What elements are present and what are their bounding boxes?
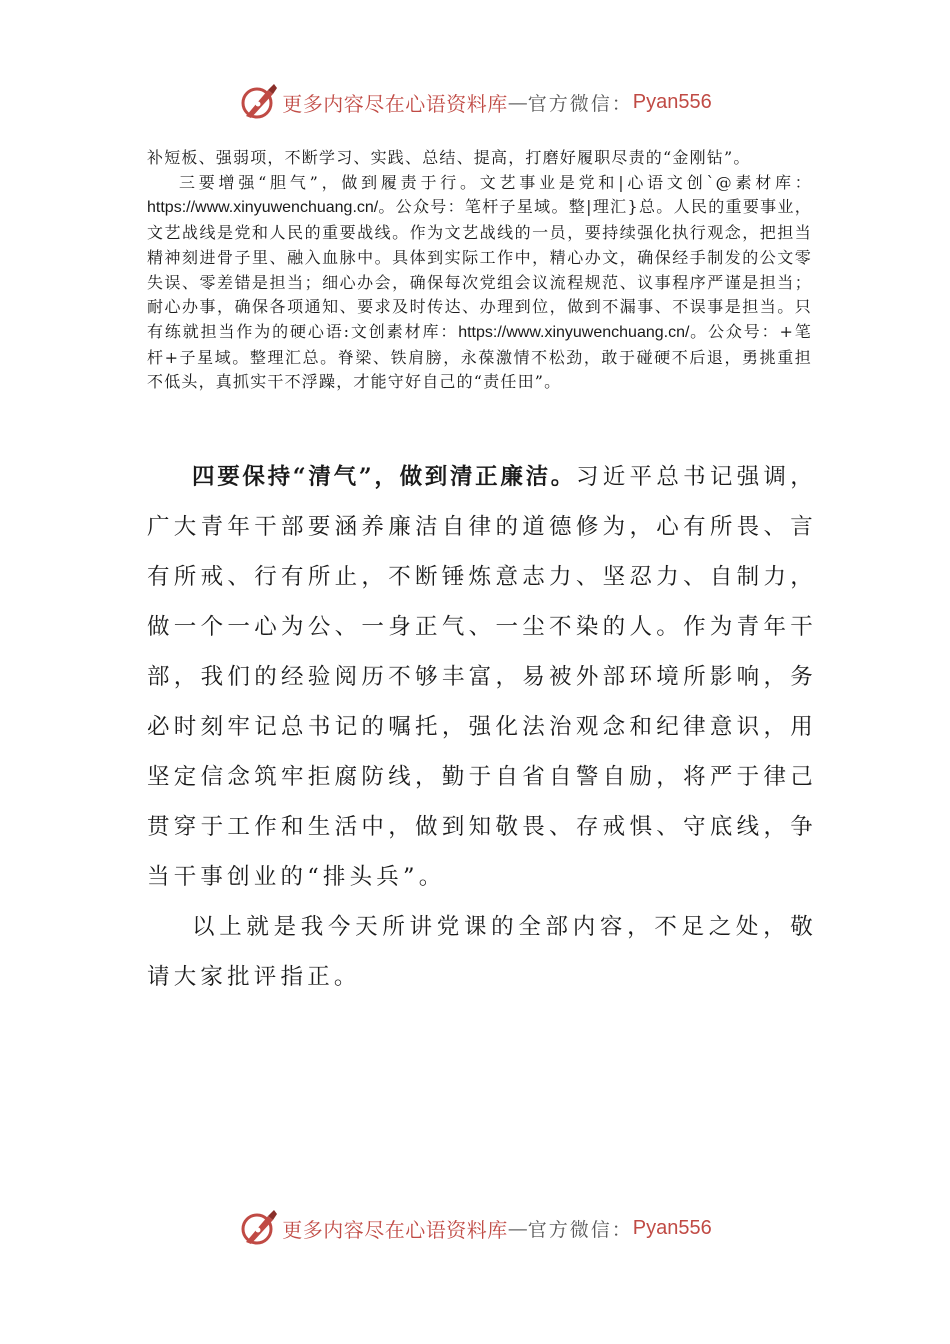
watermark-wechat-id: Pyan556: [632, 90, 712, 113]
watermark-main-text: 更多内容尽在心语资料库: [282, 91, 508, 116]
large-text-section: [147, 452, 817, 1002]
watermark-wechat-label: 官方微信：: [527, 92, 633, 115]
footer-watermark: [0, 1208, 950, 1248]
paragraph-integrity-body: 习近平总书记强调，广大青年干部要涵养廉洁自律的道德修为，心有所畏、言有所戒、行有所止，不断锤炼意志力、坚忍力、自制力，做一个一心为公、一身正气、一尘不染的人。作为青年干部，我们的经验阅历不够丰富，易被外部环境所影响，务必时刻牢记总书记的嘱托，强化法治观念和纪律意识，用坚定信念筑牢拒腐防线，勤于自省自警自励，将严于律己贯穿于工作和生活中，做到知敬畏、存戒惧、守底线，争当干事创业的“排头兵”。: [147, 464, 817, 890]
paragraph-integrity: [147, 452, 817, 902]
watermark-separator: —: [507, 90, 528, 114]
paragraph-courage-part-a: 三要增强“胆气”，做到履责于行。文艺事业是党和|心语文创`@素材库：: [179, 172, 812, 192]
paragraph-courage: [147, 171, 812, 395]
watermark-wechat-id: Pyan556: [632, 1216, 712, 1239]
small-text-section: [147, 146, 812, 395]
paragraph-courage-url-1: https://www.xinyuwenchuang.cn/: [147, 199, 379, 217]
watermark-main-text: 更多内容尽在心语资料库: [282, 1217, 508, 1242]
paragraph-courage-part-c: 。公众号：+笔杆+子星域。整理汇总。脊梁、铁肩膀，永葆激情不松劲，敢于碰硬不后退，勇挑重担不低头，真抓实干不浮躁，才能守好自己的“责任田”。: [147, 321, 812, 392]
pen-nib-circle-icon: [238, 1208, 278, 1248]
paragraph-closing: 以上就是我今天所讲党课的全部内容，不足之处，敬请大家批评指正。: [147, 914, 817, 990]
paragraph-integrity-heading: 四要保持“清气”，做到清正廉洁。: [192, 464, 576, 490]
watermark-separator: —: [507, 1216, 528, 1240]
paragraph-courage-url-2: https://www.xinyuwenchuang.cn/: [458, 323, 690, 341]
paragraph-skills: 补短板、强弱项，不断学习、实践、总结、提高，打磨好履职尽责的“金刚钻”。: [147, 148, 751, 167]
header-watermark: [0, 82, 950, 122]
watermark-wechat-label: 官方微信：: [527, 1218, 633, 1241]
paragraph-courage-part-b: 。公众号：笔杆子星域。整|理汇}总。人民的重要事业，文艺战线是党和人民的重要战线。作为文艺战线的一员，要持续强化执行观念，把担当精神刻进骨子里、融入血脉中。具体到实际工作中，精心办文，确保经手制发的公文零失误、零差错是担当；细心办会，确保每次党组会议流程规范、议事程序严谨是担当；耐心办事，确保各项通知、要求及时传达、办理到位，做到不漏事、不误事是担当。只有练就担当作为的硬心语:文创素材库：: [147, 197, 812, 341]
pen-nib-circle-icon: [238, 82, 278, 122]
